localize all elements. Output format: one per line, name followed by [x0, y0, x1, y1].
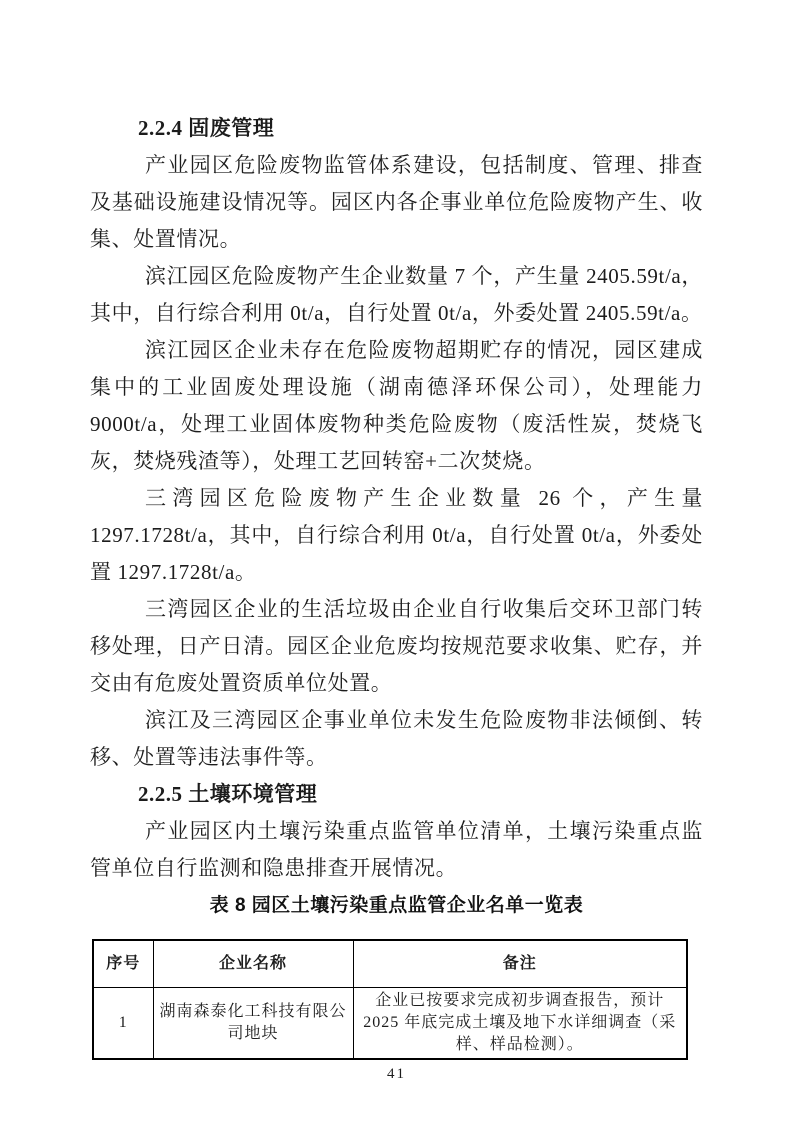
soil-supervision-table — [92, 939, 688, 1060]
table-cell-seq: 1 — [93, 988, 153, 1060]
paragraph-no-illegal-dumping: 滨江及三湾园区企事业单位未发生危险废物非法倾倒、转移、处置等违法事件等。 — [90, 708, 703, 769]
paragraph-sanwan-hazwaste-quantity: 三湾园区危险废物产生企业数量 26 个，产生量 1297.1728t/a，其中，自行综合利用 0t/a，自行处置 0t/a，外委处置 1297.1728t/a。 — [90, 486, 703, 584]
paragraph-solid-waste-overview: 产业园区危险废物监管体系建设，包括制度、管理、排查及基础设施建设情况等。园区内各企事业单位危险废物产生、收集、处置情况。 — [90, 153, 703, 251]
table-header-seq: 序号 — [93, 940, 153, 988]
table-row — [93, 988, 687, 1060]
paragraph-binjiang-hazwaste-quantity: 滨江园区危险废物产生企业数量 7 个，产生量 2405.59t/a，其中，自行综合利用 0t/a，自行处置 0t/a，外委处置 2405.59t/a。 — [90, 264, 703, 325]
table-caption: 表 8 园区土壤污染重点监管企业名单一览表 — [209, 895, 584, 916]
paragraph-binjiang-treatment-facility: 滨江园区企业未存在危险废物超期贮存的情况，园区建成集中的工业固废处理设施（湖南德泽环保公司），处理能力 9000t/a，处理工业固体废物种类危险废物（废活性炭，焚烧飞灰，焚烧残渣等），处理工艺回转窑+二次焚烧。 — [90, 338, 703, 473]
section-heading-2-2-5-soil-environment: 2.2.5 土壤环境管理 — [138, 782, 318, 806]
table-header-row — [93, 940, 687, 988]
table-cell-remark: 企业已按要求完成初步调查报告，预计 2025 年底完成土壤及地下水详细调查（采样、样品检测）。 — [353, 988, 687, 1060]
paragraph-soil-supervision-overview: 产业园区内土壤污染重点监管单位清单，土壤污染重点监管单位自行监测和隐患排查开展情况。 — [90, 819, 703, 880]
section-heading-2-2-4-solid-waste: 2.2.4 固废管理 — [138, 116, 275, 140]
page-number: 41 — [387, 1066, 406, 1082]
table-cell-enterprise-name: 湖南森泰化工科技有限公司地块 — [153, 988, 353, 1060]
paragraph-sanwan-domestic-garbage: 三湾园区企业的生活垃圾由企业自行收集后交环卫部门转移处理，日产日清。园区企业危废均按规范要求收集、贮存，并交由有危废处置资质单位处置。 — [90, 597, 703, 695]
table-header-remark: 备注 — [353, 940, 687, 988]
table-header-enterprise-name: 企业名称 — [153, 940, 353, 988]
page-content — [90, 110, 703, 1060]
